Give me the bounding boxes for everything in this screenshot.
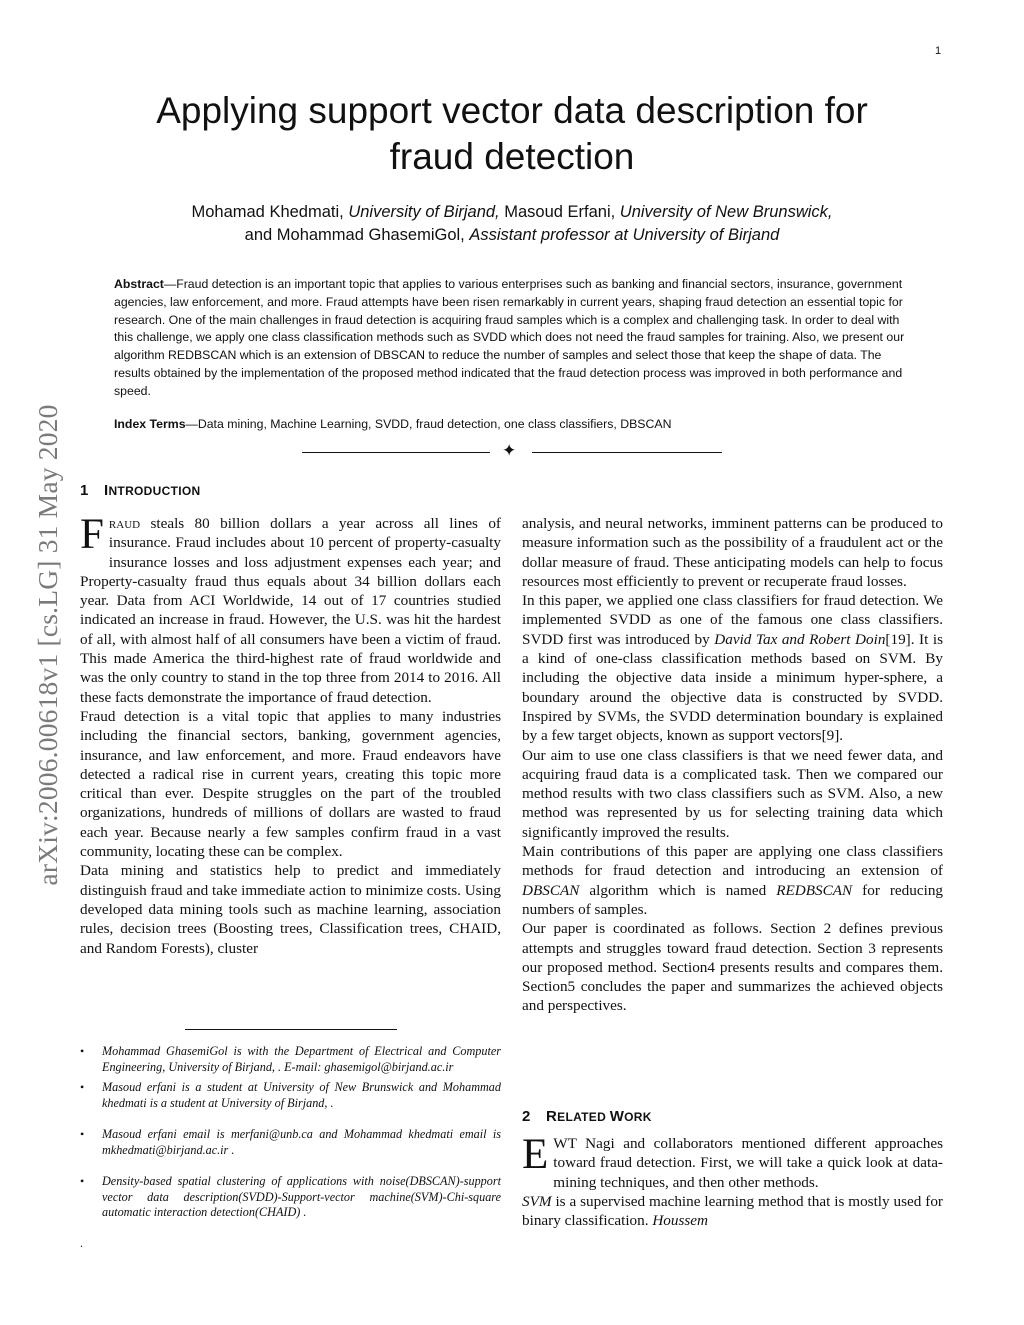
footnote-bullet: •: [80, 1174, 85, 1188]
section-1-heading: [80, 482, 200, 499]
intro-paragraph-5-text-a: In this paper, we applied one class classifiers for fraud detection. We implemented SVDD as one of the famous one class classifiers. SVDD first was introduced by: [522, 592, 943, 648]
section-2-title-part-2: ORK: [624, 1110, 652, 1124]
houssem-term: Houssem: [652, 1212, 709, 1230]
abstract-label: Abstract: [114, 277, 164, 291]
footnote-text: Masoud erfani email is merfani@unb.ca and Mohammad khedmati email is mkhedmati@birjand.ac.ir .: [102, 1127, 501, 1157]
section-1-cap: I: [104, 482, 109, 499]
page-number: 1: [935, 45, 942, 57]
intro-paragraph-2: Fraud detection is a vital topic that applies to many industries including the financial sectors, banking, government agencies, insurance, and law enforcement, and more. Fraud endeavors have detected a radical rise in current years, creating this topic more critical than ever. Despite struggles on the part of the troubled organizations, hundreds of millions of dollars are wasted to fraud each year. Because nearly a few samples confirm fraud in a vast community, locating these can be complex.: [80, 707, 501, 861]
drop-cap-continuation: raud: [108, 515, 141, 532]
related-paragraph-2: [522, 1192, 943, 1231]
svm-term: SVM: [522, 1192, 552, 1210]
left-column: [80, 511, 501, 958]
related-work-column: [522, 1131, 943, 1230]
dbscan-term: DBSCAN: [522, 881, 580, 899]
separator-star-icon: ✦: [502, 441, 517, 460]
abstract-text: —Fraud detection is an important topic that applies to various enterprises such as banking and financial sectors, insurance, government agencies, law enforcement, and more. Fraud attempts have been risen remarkably in current years, shaping fraud detection an essential topic for research. One of the main challenges in fraud detection is acquiring fraud samples which is a complex and challenging task. In order to deal with this challenge, we apply one class classification methods such as SVDD which does not need the fraud samples for training. Also, we present our algorithm REDBSCAN which is an extension of DBSCAN to reduce the number of samples and select those that keep the shape of data. The results obtained by the implementation of the proposed method indicated that the fraud detection process was improved in both performance and speed.: [114, 277, 905, 398]
right-column: [522, 514, 943, 1016]
section-2-cap-2: W: [609, 1108, 625, 1125]
separator-line-left: [302, 452, 490, 453]
section-1-title: NTRODUCTION: [108, 484, 201, 498]
related-paragraph-2-text: is a supervised machine learning method that is mostly used for binary classification.: [522, 1192, 943, 1230]
footnote-item: [80, 1174, 501, 1221]
related-paragraph-1: [522, 1131, 943, 1192]
author-3-name: and Mohammad GhasemiGol,: [244, 226, 470, 244]
paper-title: [100, 88, 924, 180]
footnote-bullet: •: [80, 1080, 85, 1094]
footnote-bullet: •: [80, 1044, 85, 1058]
footnote-item: [80, 1080, 501, 1111]
intro-paragraph-5-text-b: [19]. It is a kind of one-class classification methods based on SVM. By including the objective data inside a minimum hyper-sphere, a boundary around the objective data is constructed by SVDD. Inspired by SVMs, the SVDD determination boundary is explained by a few target objects, known as support vectors[9].: [522, 630, 944, 745]
section-1-number: 1: [80, 482, 89, 499]
intro-paragraph-4: analysis, and neural networks, imminent patterns can be produced to measure information such as the possibility of a fraudulent act or the dollar measure of fraud. These anticipating models can help to focus resources most efficiently to prevent or recuperate fraud losses.: [522, 515, 943, 590]
author-2-name: Masoud Erfani,: [499, 203, 620, 221]
abstract: [114, 276, 911, 401]
intro-paragraph-7-text-c: for reducing numbers of samples.: [522, 881, 944, 918]
footnote-text: Masoud erfani is a student at University of New Brunswick and Mohammad khedmati is a student at University of Birjand, .: [102, 1080, 501, 1110]
intro-paragraph-1-text: steals 80 billion dollars a year across all lines of insurance. Fraud includes about 10 percent of property-casualty insurance losses and loss adjustment expenses each year; and Property-casualty fraud thus equals about 34 billion dollars each year. Data from ACI Worldwide, 14 out of 17 countries studied indicated an increase in fraud. However, the U.S. was hit the hardest of all, with almost half of all consumers have been a victim of fraud. This made America the third-highest rate of fraud worldwide and was the only country to stand in the top three from 2014 to 2016. All these facts demonstrate the importance of fraud detection.: [80, 515, 501, 706]
arxiv-stamp-text: arXiv:2006.00618v1 [cs.LG] 31 May 2020: [32, 404, 63, 886]
intro-paragraph-1: [80, 511, 501, 707]
author-3-affiliation: Assistant professor at University of Birjand: [469, 226, 780, 244]
drop-cap-f: F: [80, 511, 104, 558]
footnote-rule: [185, 1029, 397, 1030]
intro-paragraph-6: Our aim to use one class classifiers is that we need fewer data, and acquiring fraud data is a complicated task. Then we compared our method results with two class classifiers such as SVM. Also, a new method was represented by us for selecting training data which significantly improved the results.: [522, 746, 943, 841]
index-terms-text: —Data mining, Machine Learning, SVDD, fraud detection, one class classifiers, DBSCAN: [185, 417, 672, 431]
index-terms: [114, 416, 911, 434]
author-list: [80, 201, 944, 247]
author-2-affiliation: University of New Brunswick,: [619, 203, 833, 221]
title-line-2: fraud detection: [389, 136, 635, 177]
section-separator: [302, 441, 722, 462]
intro-paragraph-7-text-a: Main contributions of this paper are applying one class classifiers methods for fraud detection and introducing an extension of: [522, 843, 943, 880]
footnote-bullet: •: [80, 1127, 85, 1141]
section-2-heading: [522, 1108, 652, 1125]
intro-paragraph-3: Data mining and statistics help to predict and immediately distinguish fraud and take immediate action to minimize costs. Using developed data mining tools such as machine learning, association rules, decision trees (Boosting trees, Classification trees, CHAID, and Random Forests), cluster: [80, 862, 501, 957]
footnote-item: [80, 1044, 501, 1075]
related-paragraph-1-text: WT Nagi and collaborators mentioned different approaches toward fraud detection. First, we will take a quick look at data-mining techniques, and then other methods.: [553, 1135, 943, 1191]
index-terms-label: Index Terms: [114, 417, 186, 431]
author-1-name: Mohamad Khedmati,: [191, 203, 349, 221]
redbscan-term: REDBSCAN: [776, 881, 853, 899]
arxiv-stamp: [18, 345, 78, 945]
footnote-trailing-dot: .: [80, 1236, 83, 1250]
section-2-number: 2: [522, 1108, 531, 1125]
separator-line-right: [532, 452, 722, 453]
author-1-affiliation: University of Birjand,: [348, 203, 500, 221]
drop-cap-e: E: [522, 1131, 549, 1178]
footnote-item: [80, 1127, 501, 1158]
intro-paragraph-7-text-b: algorithm which is named: [579, 881, 777, 899]
intro-paragraph-5: [522, 591, 943, 745]
title-line-1: Applying support vector data description for: [156, 90, 868, 131]
footnote-text: Mohammad GhasemiGol is with the Department of Electrical and Computer Engineering, University of Birjand, . E-mail: ghasemigol@birjand.ac.ir: [102, 1044, 501, 1074]
footnotes: [80, 1044, 501, 1221]
section-2-cap-1: R: [546, 1108, 558, 1125]
footnote-text: Density-based spatial clustering of applications with noise(DBSCAN)-support vector data description(SVDD)-Support-vector machine(SVM)-Chi-square automatic interaction detection(CHAID) .: [102, 1174, 501, 1219]
intro-paragraph-7: [522, 842, 943, 919]
svdd-authors: David Tax and Robert Doin: [714, 630, 886, 648]
section-2-title-part-1: ELATED: [557, 1110, 610, 1124]
intro-paragraph-8: Our paper is coordinated as follows. Section 2 defines previous attempts and struggles toward fraud detection. Section 3 represents our proposed method. Section4 presents results and compares them. Section5 concludes the paper and summarizes the achieved objects and perspectives.: [522, 920, 943, 1015]
